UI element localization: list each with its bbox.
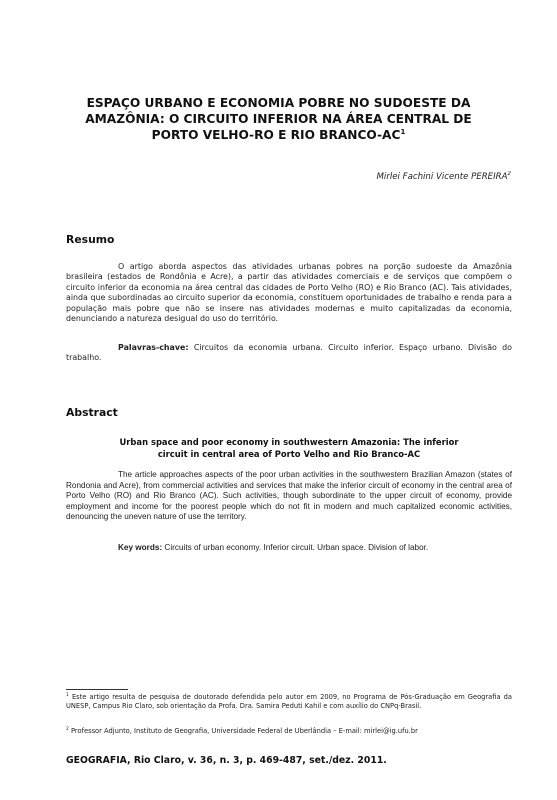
footnote-2-text: Professor Adjunto, Instituto de Geografia, Universidade Federal de Uberlândia – E-mail: mirlei@ig.ufu.br [71,727,418,735]
english-title-line-2: circuit in central area of Porto Velho and Rio Branco-AC [157,448,421,459]
abstract-keywords-label: Key words: [118,543,163,552]
resumo-heading: Resumo [66,233,115,246]
footnote-1 [66,693,512,711]
title-footnote-mark: 1 [400,127,406,136]
footnote-1-text: Este artigo resulta de pesquisa de doutorado defendida pelo autor em 2009, no Programa de Pós-Graduação em Geografia da UNESP, Campus Rio Claro, sob orientação da Profa. Dra. Samira Peduti Kahil e com auxílio do CNPq-Brasil. [66,693,512,710]
abstract-keywords-text: Circuits of urban economy. Inferior circuit. Urban space. Division of labor. [164,543,429,552]
english-title-line-1: Urban space and poor economy in southwestern Amazonia: The inferior [119,437,459,447]
author-name: Mirlei Fachini Vicente PEREIRA [376,172,508,182]
journal-citation: GEOGRAFIA, Rio Claro, v. 36, n. 3, p. 469-487, set./dez. 2011. [66,755,387,766]
footnote-1-mark: 1 [66,692,69,698]
abstract-keywords [66,543,512,554]
abstract-heading: Abstract [66,406,118,419]
resumo-keywords-text: Circuitos da economia urbana. Circuito inferior. Espaço urbano. Divisão do trabalho. [66,343,512,363]
title-line-3 [60,127,497,143]
resumo-keywords-label: Palavras-chave: [118,343,189,352]
resumo-body: O artigo aborda aspectos das atividades urbanas pobres na porção sudoeste da Amazônia brasileira (estados de Rondônia e Acre), a partir das atividades comerciais e de serviços que compõem o circuito inferior da economia na área central das cidades de Porto Velho (RO) e Rio Branco (AC). Tais atividades, ainda que subordinadas ao circuito superior da economia, constituem oportunidades de trabalho e renda para a população mais pobre que não se insere nas atividades modernas e muito capitalizadas da economia, denunciando a natureza desigual do uso do território. [66,262,512,324]
title-line-2: AMAZÔNIA: O CIRCUITO INFERIOR NA ÁREA CENTRAL DE [85,112,472,126]
title-line-3-text: PORTO VELHO-RO E RIO BRANCO-AC [151,128,401,142]
author-line [377,172,511,182]
footnote-divider [66,689,128,690]
abstract-body: The article approaches aspects of the poor urban activities in the southwestern Brazilian Amazon (states of Rondonia and Acre), from commercial activities and services that make the inferior circuit of economy in the central area of Porto Velho (RO) and Rio Branco (AC). Such activities, though subordinate to the upper circuit of economy, provide employment and income for the poorest people which do not fit in modern and much capitalized economic activities, denouncing the uneven nature of use the territory. [66,470,512,521]
english-title [66,437,512,460]
footnote-2 [66,727,512,736]
footnote-2-mark: 2 [66,726,69,732]
author-footnote-mark: 2 [507,171,511,178]
resumo-keywords [66,343,512,364]
article-title [60,95,497,143]
title-line-1: ESPAÇO URBANO E ECONOMIA POBRE NO SUDOESTE DA [86,96,471,110]
